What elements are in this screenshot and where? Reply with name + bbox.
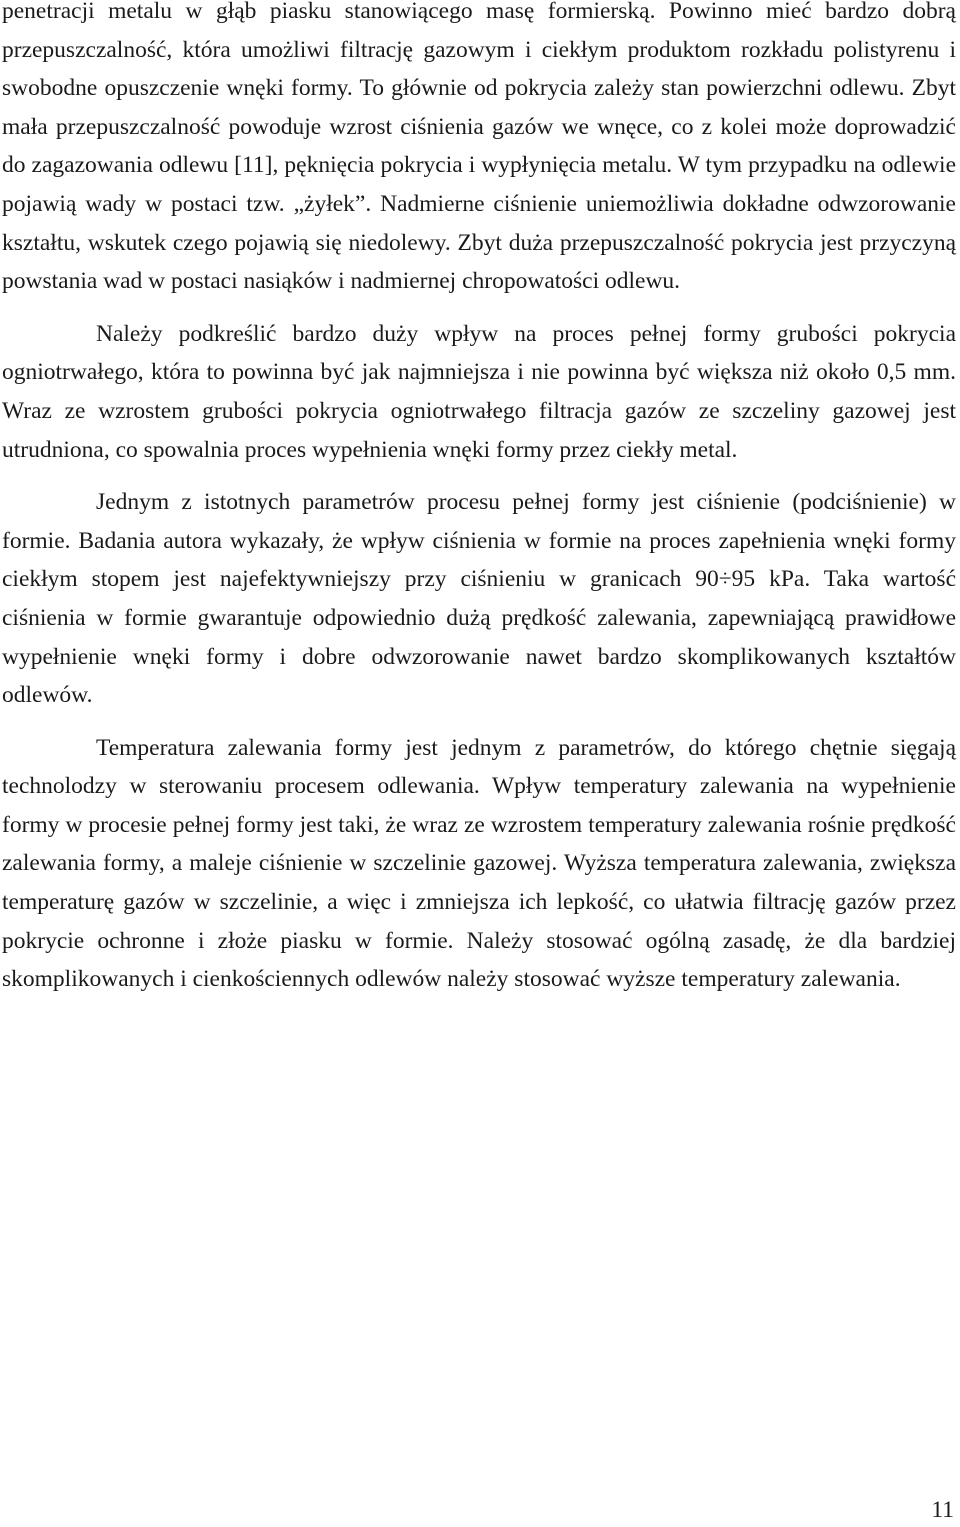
page-number: 11: [931, 1497, 954, 1523]
paragraph-pouring-temperature: Temperatura zalewania formy jest jednym z parametrów, do którego chętnie sięgają technolodzy w sterowaniu procesem odlewania. Wpływ temperatury zalewania na wypełnienie formy w procesie pełnej formy jest taki, że wraz ze wzrostem temperatury zalewania rośnie prędkość zalewania formy, a maleje ciśnienie w szczelinie gazowej. Wyższa temperatura zalewania, zwiększa temperaturę gazów w szczelinie, a więc i zmniejsza ich lepkość, co ułatwia filtrację gazów przez pokrycie ochronne i złoże piasku w formie. Należy stosować ogólną zasadę, że dla bardziej skomplikowanych i cienkościennych odlewów należy stosować wyższe temperatury zalewania.: [2, 734, 956, 993]
paragraph-mold-pressure: Jednym z istotnych parametrów procesu pełnej formy jest ciśnienie (podciśnienie) w formie. Badania autora wykazały, że wpływ ciśnienia w formie na proces zapełnienia wnęki formy ciekłym stopem jest najefektywniejszy przy ciśnieniu w granicach 90÷95 kPa. Taka wartość ciśnienia w formie gwarantuje odpowiednio dużą prędkość zalewania, zapewniającą prawidłowe wypełnienie wnęki formy i dobre odwzorowanie nawet bardzo skomplikowanych kształtów odlewów.: [2, 489, 956, 709]
paragraph-continued: penetracji metalu w głąb piasku stanowiącego masę formierską. Powinno mieć bardzo dobrą przepuszczalność, która umożliwi filtrację gazowym i ciekłym produktom rozkładu polistyrenu i swobodne opuszczenie wnęki formy. To głównie od pokrycia zależy stan powierzchni odlewu. Zbyt mała przepuszczalność powoduje wzrost ciśnienia gazów we wnęce, co z kolei może doprowadzić do zagazowania odlewu [11], pęknięcia pokrycia i wypłynięcia metalu. W tym przypadku na odlewie pojawią wady w postaci tzw. „żyłek”. Nadmierne ciśnienie uniemożliwia dokładne odwzorowanie kształtu, wskutek czego pojawią się niedolewy. Zbyt duża przepuszczalność pokrycia jest przyczyną powstania wad w postaci nasiąków i nadmiernej chropowatości odlewu.: [2, 0, 956, 295]
paragraph-coating-thickness: Należy podkreślić bardzo duży wpływ na proces pełnej formy grubości pokrycia ogniotrwałego, która to powinna być jak najmniejsza i nie powinna być większa niż około 0,5 mm. Wraz ze wzrostem grubości pokrycia ogniotrwałego filtracja gazów ze szczeliny gazowej jest utrudniona, co spowalnia proces wypełnienia wnęki formy przez ciekły metal.: [2, 320, 956, 463]
